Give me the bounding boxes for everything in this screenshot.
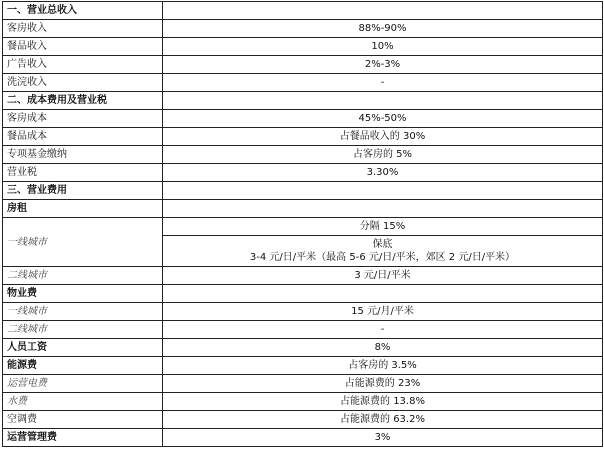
row-label: 人员工资: [3, 339, 163, 357]
row-label: 洗浣收入: [3, 74, 163, 92]
table-row: [3, 200, 603, 218]
row-value: 占能源费的 63.2%: [163, 411, 603, 429]
table-row: [3, 411, 603, 429]
row-value: 88%-90%: [163, 20, 603, 38]
row-value: 8%: [163, 339, 603, 357]
row-value: -: [163, 321, 603, 339]
row-value: 3%: [163, 429, 603, 447]
row-value: [163, 200, 603, 218]
row-value: 45%-50%: [163, 110, 603, 128]
row-value: 分隔 15%: [163, 218, 603, 236]
row-value: -: [163, 74, 603, 92]
row-label: 客房成本: [3, 110, 163, 128]
row-value: 15 元/月/平米: [163, 303, 603, 321]
row-label: 专项基金缴纳: [3, 146, 163, 164]
row-label: 能源费: [3, 357, 163, 375]
row-value: 占餐品收入的 30%: [163, 128, 603, 146]
table-row: [3, 285, 603, 303]
table-row: [3, 393, 603, 411]
row-value: 占客房的 5%: [163, 146, 603, 164]
table-row: [3, 267, 603, 285]
table-row: [3, 429, 603, 447]
row-label: 一线城市: [3, 218, 163, 267]
row-value-line: 3-4 元/日/平米（最高 5-6 元/日/平米，郊区 2 元/日/平米）: [249, 252, 516, 263]
cost-structure-table: [2, 1, 603, 447]
row-value: [163, 236, 603, 267]
table-row: [3, 38, 603, 56]
row-value: 2%-3%: [163, 56, 603, 74]
row-value: [163, 182, 603, 200]
table-row: [3, 128, 603, 146]
row-value: 3 元/日/平米: [163, 267, 603, 285]
table-row: [3, 375, 603, 393]
row-label: 广告收入: [3, 56, 163, 74]
section-heading: 一、营业总收入: [3, 2, 163, 20]
row-label: 空调费: [3, 411, 163, 429]
row-label: 餐品收入: [3, 38, 163, 56]
cost-structure-table-wrapper: [2, 1, 602, 447]
row-value: [163, 2, 603, 20]
row-label: 一线城市: [3, 303, 163, 321]
section-heading: 三、营业费用: [3, 182, 163, 200]
row-label: 二线城市: [3, 321, 163, 339]
row-label: 二线城市: [3, 267, 163, 285]
table-row: [3, 321, 603, 339]
row-value: 3.30%: [163, 164, 603, 182]
table-row: [3, 339, 603, 357]
table-row: [3, 74, 603, 92]
row-label: 营业税: [3, 164, 163, 182]
row-label: 客房收入: [3, 20, 163, 38]
row-value: 占客房的 3.5%: [163, 357, 603, 375]
table-row: [3, 20, 603, 38]
table-row: [3, 2, 603, 20]
section-heading: 二、成本费用及营业税: [3, 92, 163, 110]
table-row: [3, 56, 603, 74]
row-label: 运营管理费: [3, 429, 163, 447]
table-row: [3, 357, 603, 375]
row-label: 运营电费: [3, 375, 163, 393]
row-label: 餐品成本: [3, 128, 163, 146]
row-value-line: 保底: [372, 239, 393, 250]
row-value: 占能源费的 23%: [163, 375, 603, 393]
row-label: 房租: [3, 200, 163, 218]
row-value: [163, 285, 603, 303]
table-row: [3, 92, 603, 110]
table-row: [3, 164, 603, 182]
table-row: [3, 182, 603, 200]
table-row: [3, 218, 603, 236]
row-value: 占能源费的 13.8%: [163, 393, 603, 411]
row-value: 10%: [163, 38, 603, 56]
row-label: 水费: [3, 393, 163, 411]
table-row: [3, 110, 603, 128]
table-row: [3, 146, 603, 164]
row-label: 物业费: [3, 285, 163, 303]
row-value: [163, 92, 603, 110]
table-row: [3, 303, 603, 321]
